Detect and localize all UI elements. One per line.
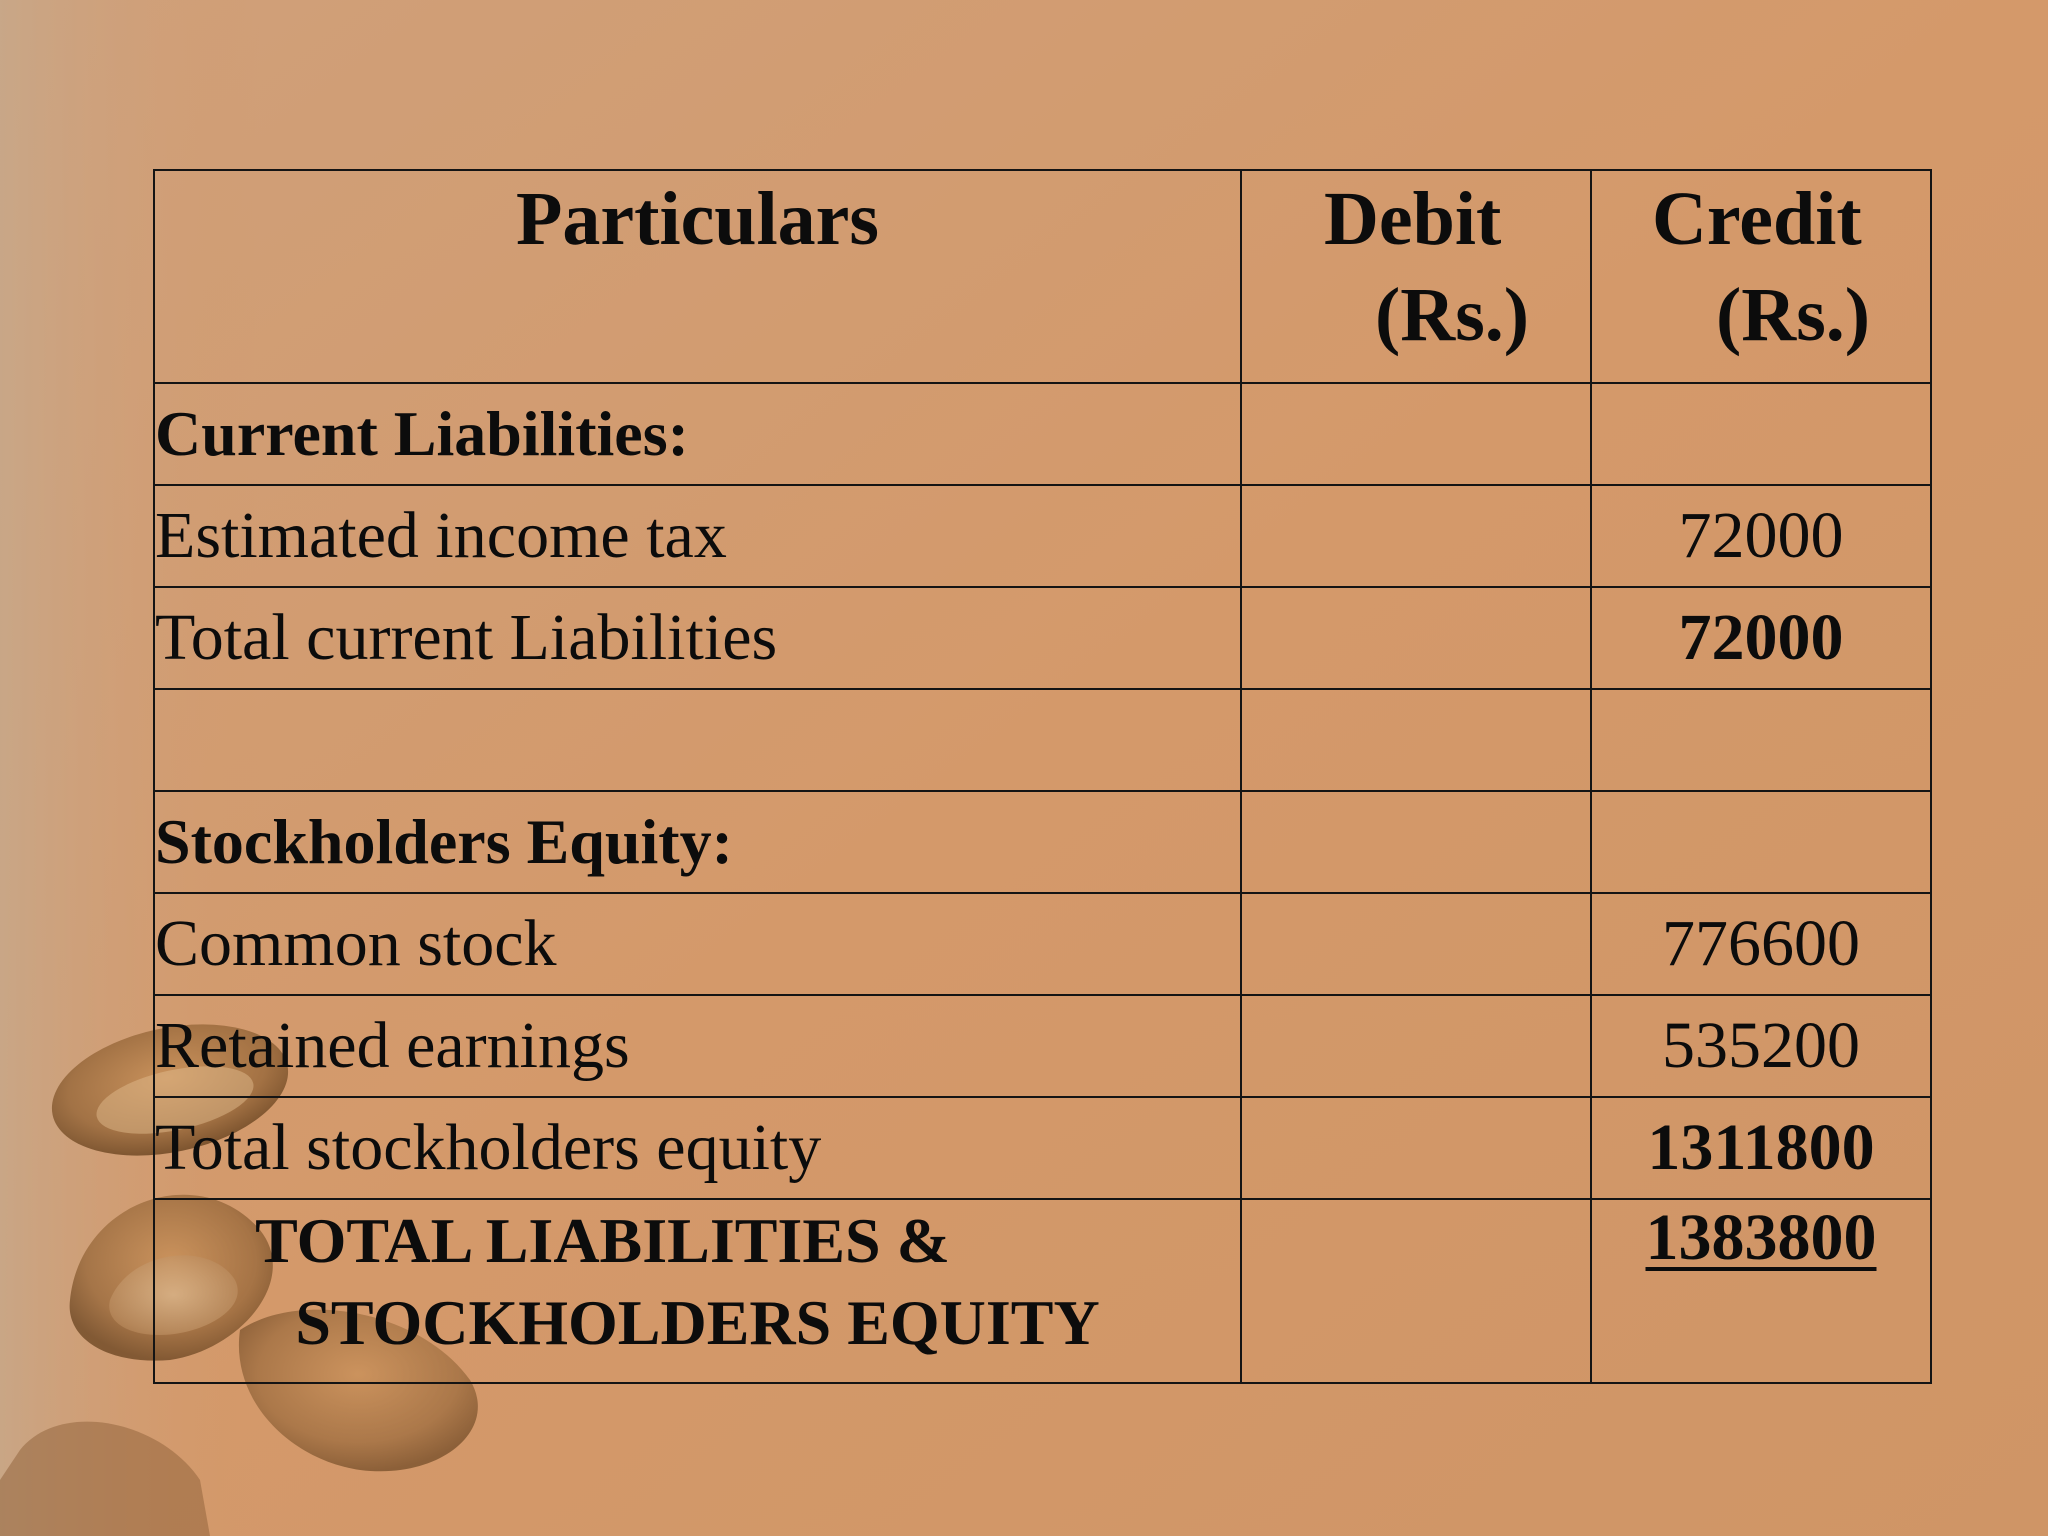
debit-cell <box>1241 383 1591 485</box>
debit-header-unit: (Rs.) <box>1375 273 1530 357</box>
section-heading: Stockholders Equity: <box>154 791 1241 893</box>
debit-cell <box>1241 587 1591 689</box>
credit-cell: 72000 <box>1591 485 1931 587</box>
grand-total-label-line1: TOTAL LIABILITIES & <box>255 1205 950 1276</box>
table-row <box>154 893 1931 995</box>
particulars-header: Particulars <box>154 170 1241 383</box>
debit-header <box>1241 170 1591 383</box>
debit-cell <box>1241 1097 1591 1199</box>
grand-total-label <box>154 1199 1241 1383</box>
particulars-cell: Retained earnings <box>154 995 1241 1097</box>
debit-cell <box>1241 995 1591 1097</box>
debit-cell <box>1241 893 1591 995</box>
table-row <box>154 995 1931 1097</box>
subtotal-cell: 1311800 <box>1591 1097 1931 1199</box>
grand-total-row <box>154 1199 1931 1383</box>
balance-sheet-table <box>153 169 1932 1384</box>
grand-total-credit-value: 1383800 <box>1645 1201 1877 1274</box>
table-row <box>154 1097 1931 1199</box>
debit-cell <box>1241 689 1591 791</box>
grand-total-debit <box>1241 1199 1591 1383</box>
particulars-cell: Estimated income tax <box>154 485 1241 587</box>
credit-cell <box>1591 791 1931 893</box>
credit-header <box>1591 170 1931 383</box>
credit-cell: 535200 <box>1591 995 1931 1097</box>
header-row <box>154 170 1931 383</box>
particulars-cell: Total current Liabilities <box>154 587 1241 689</box>
credit-header-unit: (Rs.) <box>1716 273 1871 357</box>
credit-cell <box>1591 689 1931 791</box>
section-heading: Current Liabilities: <box>154 383 1241 485</box>
debit-header-label: Debit <box>1324 177 1502 261</box>
subtotal-cell: 72000 <box>1591 587 1931 689</box>
credit-header-label: Credit <box>1652 177 1862 261</box>
table-row <box>154 791 1931 893</box>
grand-total-credit <box>1591 1199 1931 1383</box>
particulars-cell: Common stock <box>154 893 1241 995</box>
table-row <box>154 587 1931 689</box>
debit-cell <box>1241 791 1591 893</box>
debit-cell <box>1241 485 1591 587</box>
grand-total-label-line2: STOCKHOLDERS EQUITY <box>295 1287 1100 1358</box>
table-row <box>154 485 1931 587</box>
table-row <box>154 689 1931 791</box>
credit-cell <box>1591 383 1931 485</box>
particulars-cell <box>154 689 1241 791</box>
credit-cell: 776600 <box>1591 893 1931 995</box>
particulars-cell: Total stockholders equity <box>154 1097 1241 1199</box>
table-row <box>154 383 1931 485</box>
